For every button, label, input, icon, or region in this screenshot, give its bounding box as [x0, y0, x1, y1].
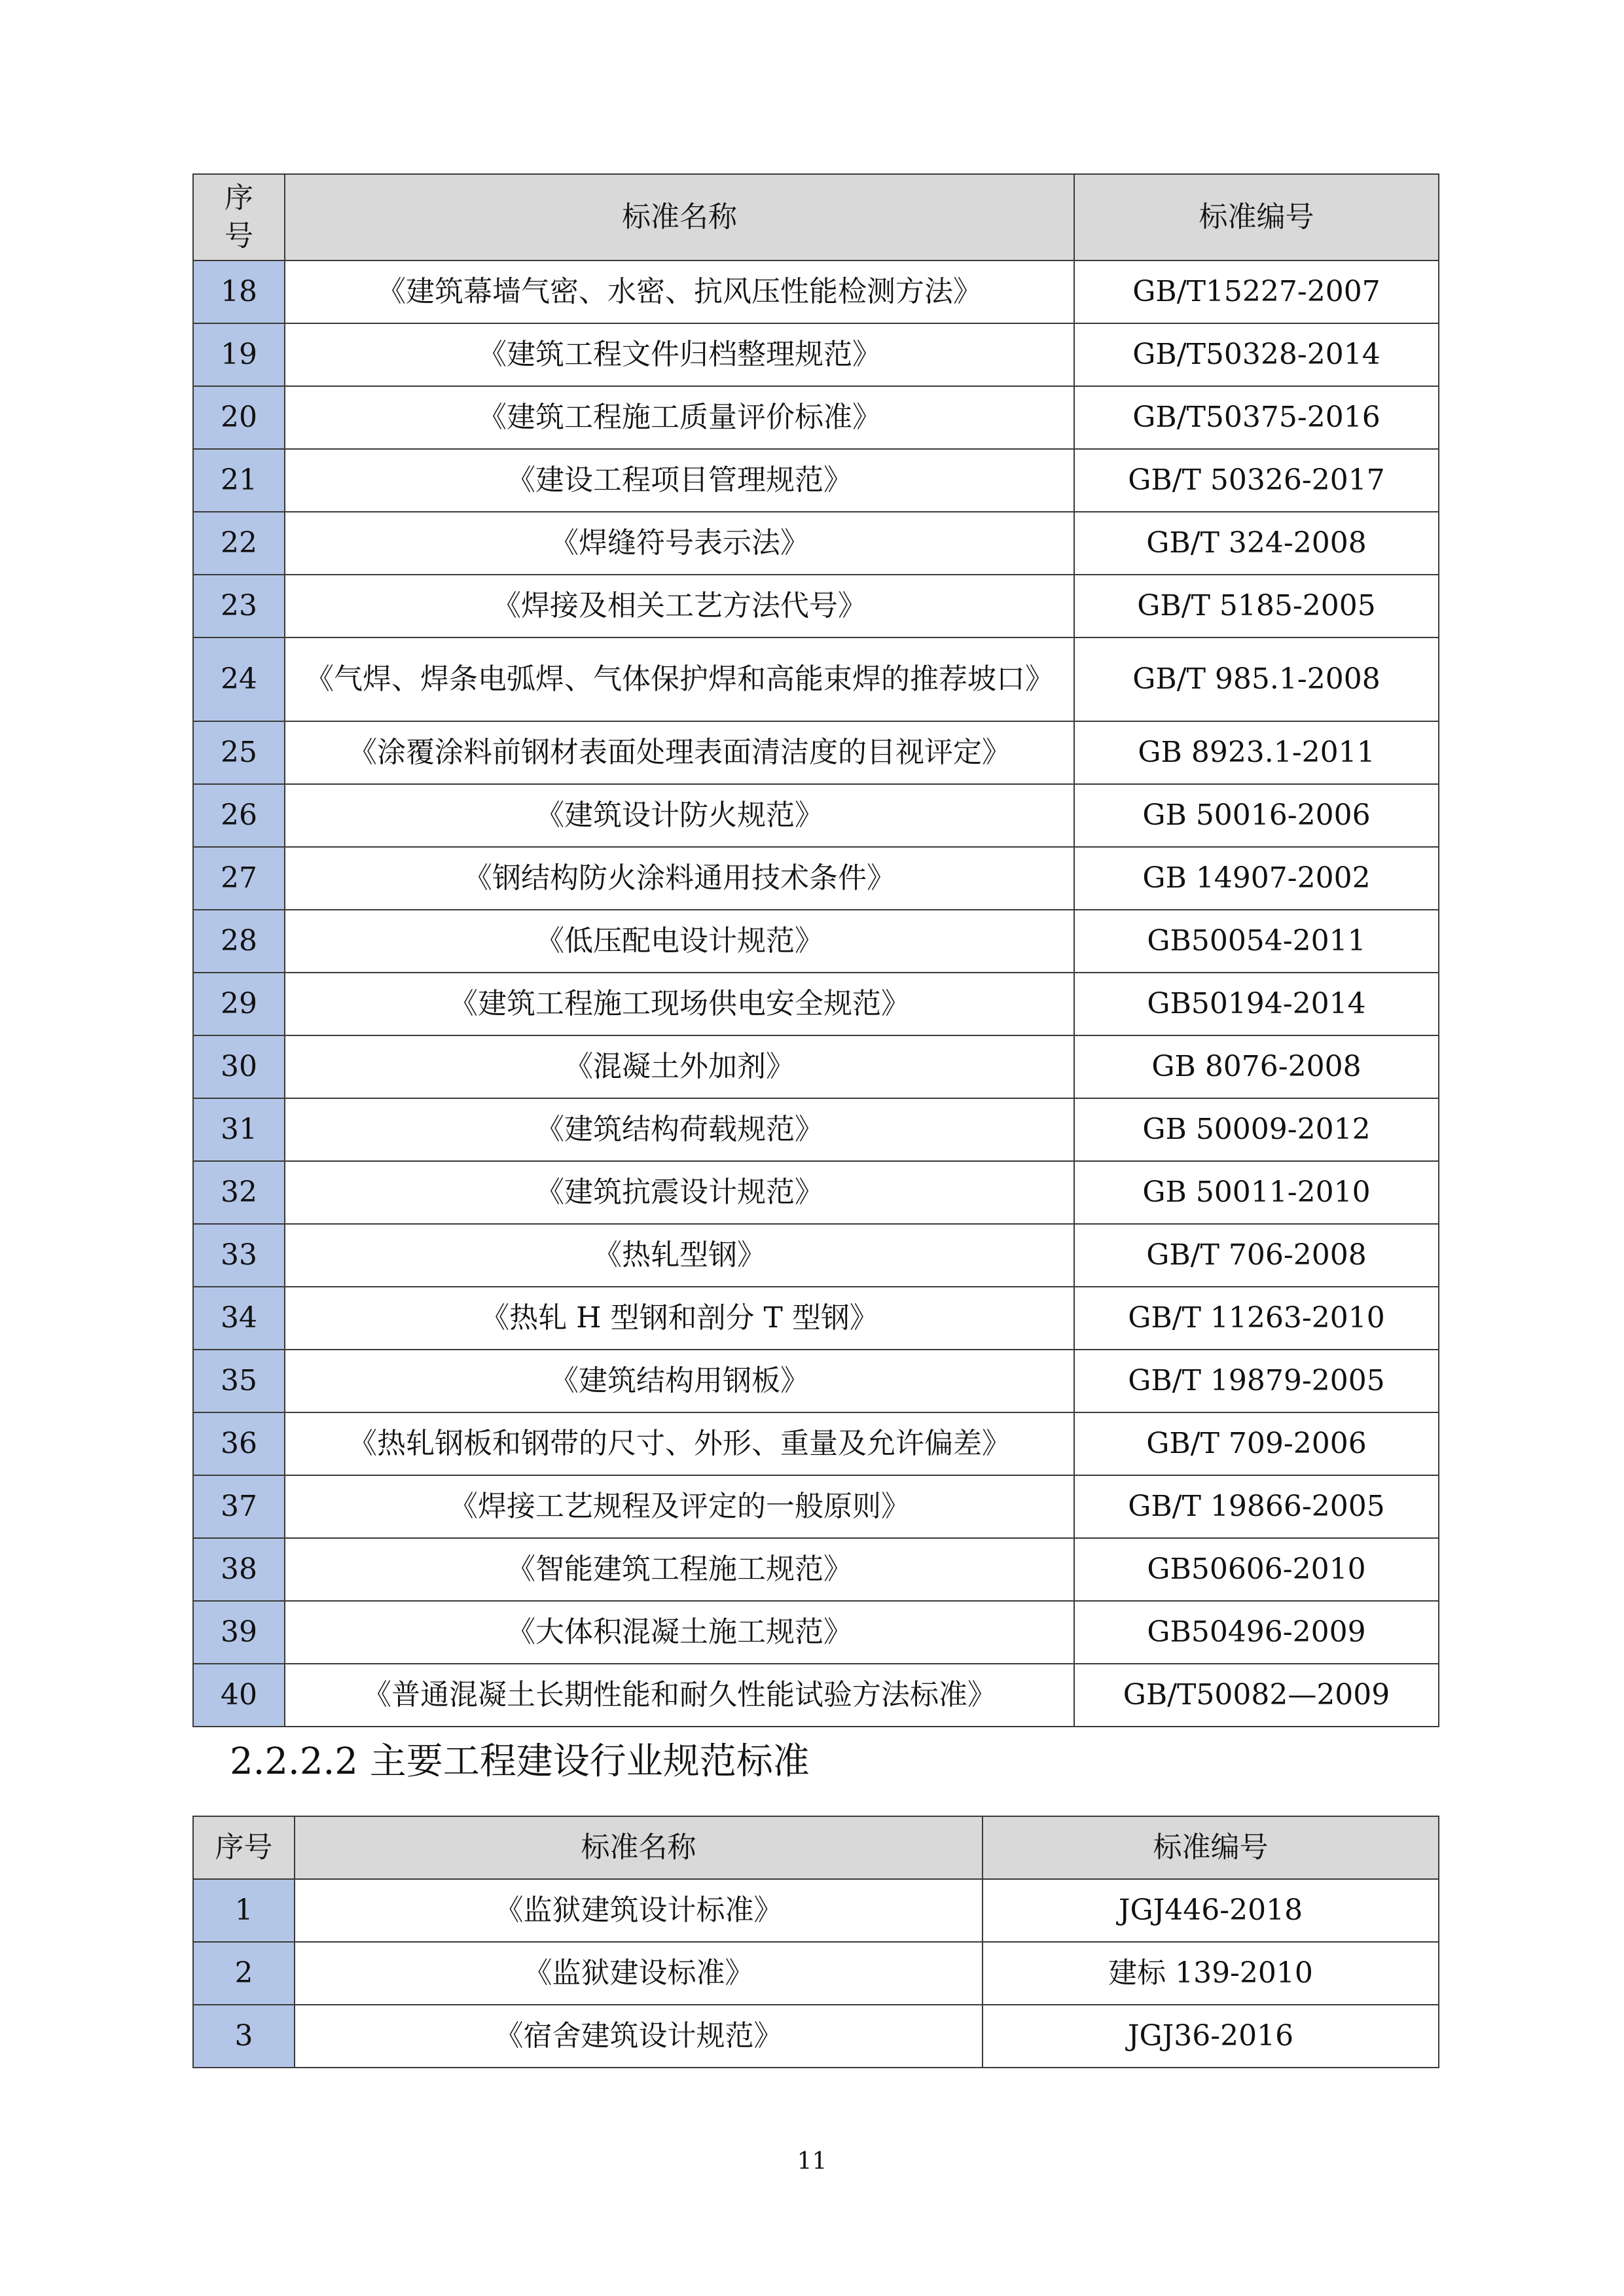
table-row	[193, 1224, 1439, 1287]
row-name-cell: 《焊接工艺规程及评定的一般原则》	[285, 1475, 1074, 1538]
row-code-cell: GB/T 709-2006	[1074, 1412, 1439, 1475]
row-code-cell: JGJ446-2018	[983, 1879, 1439, 1942]
row-code-cell: GB50606-2010	[1074, 1538, 1439, 1601]
table-row	[193, 1098, 1439, 1161]
header-seq: 序号	[193, 1816, 295, 1879]
row-name-cell: 《智能建筑工程施工规范》	[285, 1538, 1074, 1601]
header-seq	[193, 174, 285, 260]
row-seq-cell: 2	[193, 1942, 295, 2005]
row-name-cell: 《涂覆涂料前钢材表面处理表面清洁度的目视评定》	[285, 721, 1074, 784]
header-code: 标准编号	[1074, 174, 1439, 260]
row-seq-cell: 28	[193, 910, 285, 973]
row-seq-cell: 21	[193, 449, 285, 512]
row-code-cell: GB/T50328-2014	[1074, 323, 1439, 386]
row-code-cell: GB/T 706-2008	[1074, 1224, 1439, 1287]
table-row	[193, 721, 1439, 784]
row-seq-cell: 36	[193, 1412, 285, 1475]
row-name-cell: 《钢结构防火涂料通用技术条件》	[285, 847, 1074, 910]
row-name-cell: 《低压配电设计规范》	[285, 910, 1074, 973]
row-seq-cell: 34	[193, 1287, 285, 1350]
table-row	[193, 1287, 1439, 1350]
row-seq-cell: 26	[193, 784, 285, 847]
row-code-cell: GB 8923.1-2011	[1074, 721, 1439, 784]
row-seq-cell: 3	[193, 2005, 295, 2068]
row-seq-cell: 18	[193, 260, 285, 323]
row-code-cell: GB50496-2009	[1074, 1601, 1439, 1664]
row-name-cell: 《监狱建筑设计标准》	[295, 1879, 983, 1942]
row-name-cell: 《宿舍建筑设计规范》	[295, 2005, 983, 2068]
header-code: 标准编号	[983, 1816, 1439, 1879]
row-name-cell: 《建筑设计防火规范》	[285, 784, 1074, 847]
row-name-cell: 《建筑工程施工现场供电安全规范》	[285, 973, 1074, 1035]
table-row	[193, 910, 1439, 973]
table-row	[193, 449, 1439, 512]
section-heading: 2.2.2.2 主要工程建设行业规范标准	[230, 1740, 810, 1783]
row-name-cell: 《建筑抗震设计规范》	[285, 1161, 1074, 1224]
page-number: 11	[797, 2148, 827, 2175]
row-seq-cell: 37	[193, 1475, 285, 1538]
row-seq-cell: 19	[193, 323, 285, 386]
table-row	[193, 973, 1439, 1035]
table-row	[193, 847, 1439, 910]
row-code-cell: GB/T50082—2009	[1074, 1664, 1439, 1727]
row-seq-cell: 22	[193, 512, 285, 575]
row-code-cell: GB50054-2011	[1074, 910, 1439, 973]
row-seq-cell: 39	[193, 1601, 285, 1664]
row-code-cell: GB/T 5185-2005	[1074, 575, 1439, 637]
row-seq-cell: 29	[193, 973, 285, 1035]
row-name-cell: 《普通混凝土长期性能和耐久性能试验方法标准》	[285, 1664, 1074, 1727]
table-row	[193, 1035, 1439, 1098]
row-name-cell: 《焊缝符号表示法》	[285, 512, 1074, 575]
row-code-cell: GB 14907-2002	[1074, 847, 1439, 910]
row-name-cell: 《热轧钢板和钢带的尺寸、外形、重量及允许偏差》	[285, 1412, 1074, 1475]
table-row	[193, 1161, 1439, 1224]
row-name-cell: 《建筑结构用钢板》	[285, 1350, 1074, 1412]
row-name-cell: 《建筑幕墙气密、水密、抗风压性能检测方法》	[285, 260, 1074, 323]
row-name-cell: 《热轧 H 型钢和剖分 T 型钢》	[285, 1287, 1074, 1350]
row-seq-cell: 27	[193, 847, 285, 910]
table-row	[193, 1601, 1439, 1664]
row-seq-cell: 1	[193, 1879, 295, 1942]
row-seq-cell: 23	[193, 575, 285, 637]
row-code-cell: GB 50009-2012	[1074, 1098, 1439, 1161]
table-row	[193, 323, 1439, 386]
table-body	[193, 1816, 1439, 2068]
table-row	[193, 386, 1439, 449]
row-name-cell: 《监狱建设标准》	[295, 1942, 983, 2005]
header-name: 标准名称	[295, 1816, 983, 1879]
row-code-cell: GB 50011-2010	[1074, 1161, 1439, 1224]
row-name-cell: 《焊接及相关工艺方法代号》	[285, 575, 1074, 637]
row-seq-cell: 40	[193, 1664, 285, 1727]
table-row	[193, 1879, 1439, 1942]
row-code-cell: GB/T50375-2016	[1074, 386, 1439, 449]
row-code-cell: GB/T15227-2007	[1074, 260, 1439, 323]
table-row	[193, 2005, 1439, 2068]
standards-table-national	[192, 173, 1439, 1727]
row-code-cell: JGJ36-2016	[983, 2005, 1439, 2068]
row-code-cell: GB/T 11263-2010	[1074, 1287, 1439, 1350]
header-name: 标准名称	[285, 174, 1074, 260]
row-name-cell: 《建筑工程施工质量评价标准》	[285, 386, 1074, 449]
row-seq-cell: 30	[193, 1035, 285, 1098]
row-name-cell: 《建筑结构荷载规范》	[285, 1098, 1074, 1161]
table-body	[193, 174, 1439, 1727]
row-seq-cell: 33	[193, 1224, 285, 1287]
table-row	[193, 1412, 1439, 1475]
row-code-cell: GB/T 19866-2005	[1074, 1475, 1439, 1538]
table-header-row	[193, 1816, 1439, 1879]
table-row	[193, 575, 1439, 637]
row-name-cell: 《建筑工程文件归档整理规范》	[285, 323, 1074, 386]
table-row	[193, 1350, 1439, 1412]
table-row	[193, 1475, 1439, 1538]
row-name-cell: 《建设工程项目管理规范》	[285, 449, 1074, 512]
standards-table-industry	[192, 1816, 1439, 2068]
row-code-cell: GB/T 324-2008	[1074, 512, 1439, 575]
row-seq-cell: 25	[193, 721, 285, 784]
table-row	[193, 637, 1439, 721]
row-seq-cell: 24	[193, 637, 285, 721]
row-seq-cell: 20	[193, 386, 285, 449]
row-name-cell: 《大体积混凝土施工规范》	[285, 1601, 1074, 1664]
table-row	[193, 1942, 1439, 2005]
row-code-cell: GB/T 50326-2017	[1074, 449, 1439, 512]
row-code-cell: GB 50016-2006	[1074, 784, 1439, 847]
table-row	[193, 1664, 1439, 1727]
row-code-cell: GB50194-2014	[1074, 973, 1439, 1035]
row-seq-cell: 35	[193, 1350, 285, 1412]
table-row	[193, 260, 1439, 323]
row-name-cell: 《气焊、焊条电弧焊、气体保护焊和高能束焊的推荐坡口》	[285, 637, 1074, 721]
row-code-cell: GB/T 985.1-2008	[1074, 637, 1439, 721]
row-seq-cell: 38	[193, 1538, 285, 1601]
table-row	[193, 512, 1439, 575]
row-code-cell: GB/T 19879-2005	[1074, 1350, 1439, 1412]
table-header-row	[193, 174, 1439, 260]
row-code-cell: GB 8076-2008	[1074, 1035, 1439, 1098]
row-seq-cell: 31	[193, 1098, 285, 1161]
row-code-cell: 建标 139-2010	[983, 1942, 1439, 2005]
row-name-cell: 《热轧型钢》	[285, 1224, 1074, 1287]
header-seq-label: 序号	[225, 181, 253, 253]
table-row	[193, 784, 1439, 847]
row-name-cell: 《混凝土外加剂》	[285, 1035, 1074, 1098]
table-row	[193, 1538, 1439, 1601]
row-seq-cell: 32	[193, 1161, 285, 1224]
